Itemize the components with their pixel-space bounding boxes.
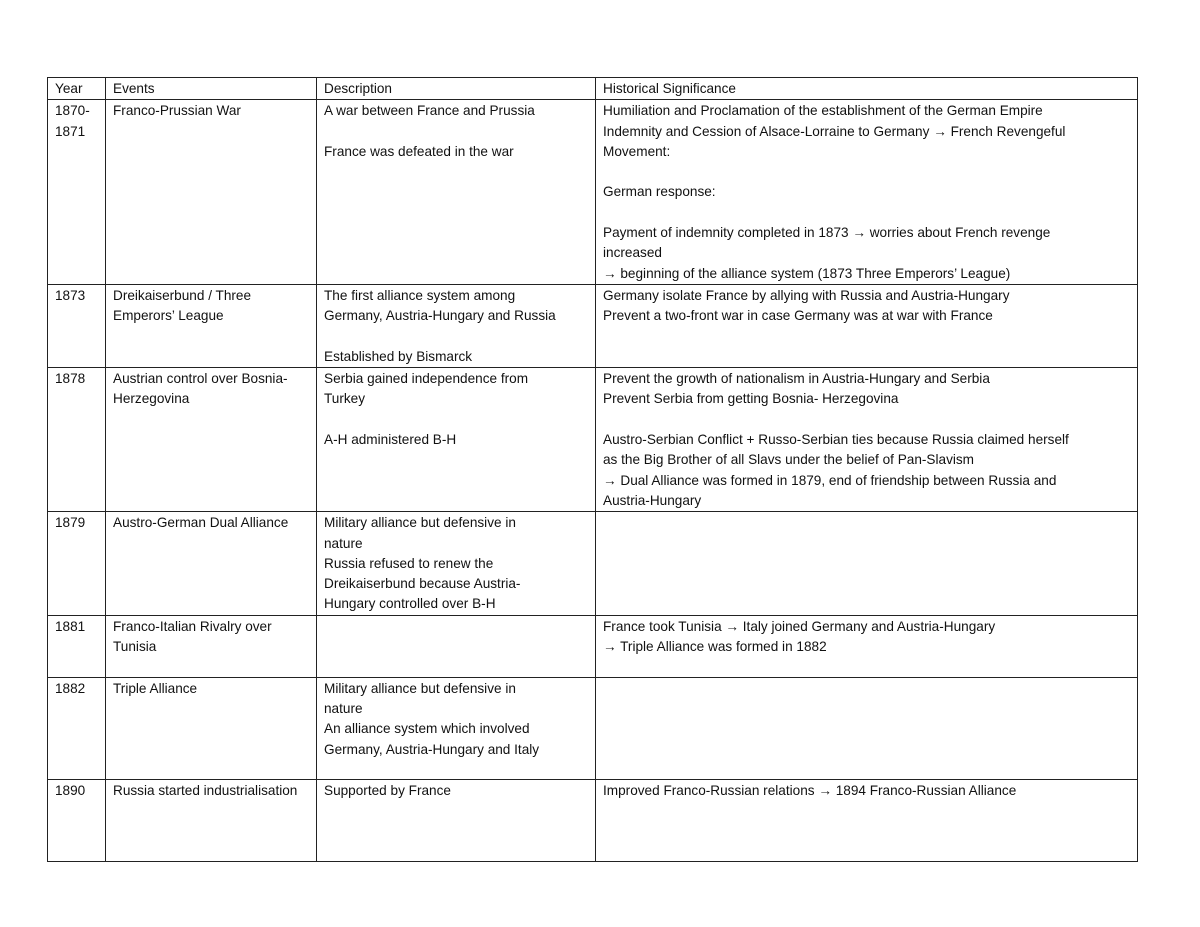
- year-cell: 1879: [48, 512, 106, 615]
- event-cell: Franco-Prussian War: [106, 100, 317, 285]
- event-cell: Triple Alliance: [106, 677, 317, 779]
- event-cell: Austro-German Dual Alliance: [106, 512, 317, 615]
- table-row: [48, 284, 1138, 367]
- header-significance: Historical Significance: [596, 78, 1138, 100]
- significance-cell: Humiliation and Proclamation of the establishment of the German Empire Indemnity and Cession of Alsace-Lorraine to Germany → French Revengeful Movement: German response: Payment of indemnity completed in 1873 → worries about French revenge increased → beginning of the alliance system (1873 Three Emperors’ League): [596, 100, 1138, 285]
- table-row: [48, 779, 1138, 861]
- significance-cell: [596, 512, 1138, 615]
- significance-cell: France took Tunisia → Italy joined Germany and Austria-Hungary → Triple Alliance was formed in 1882: [596, 615, 1138, 677]
- year-cell: 1878: [48, 368, 106, 512]
- year-cell: 1870-1871: [48, 100, 106, 285]
- description-cell: Serbia gained independence from Turkey A-H administered B-H: [317, 368, 596, 512]
- significance-cell: Prevent the growth of nationalism in Austria-Hungary and Serbia Prevent Serbia from getting Bosnia- Herzegovina Austro-Serbian Conflict + Russo-Serbian ties because Russia claimed herself as the Big Brother of all Slavs under the belief of Pan-Slavism → Dual Alliance was formed in 1879, end of friendship between Russia and Austria-Hungary: [596, 368, 1138, 512]
- description-cell: A war between France and Prussia France was defeated in the war: [317, 100, 596, 285]
- event-cell: Austrian control over Bosnia-Herzegovina: [106, 368, 317, 512]
- event-cell: Franco-Italian Rivalry over Tunisia: [106, 615, 317, 677]
- table-row: [48, 615, 1138, 677]
- year-cell: 1890: [48, 779, 106, 861]
- header-year: Year: [48, 78, 106, 100]
- table-row: [48, 677, 1138, 779]
- description-cell: Supported by France: [317, 779, 596, 861]
- significance-cell: [596, 677, 1138, 779]
- table-row: [48, 100, 1138, 285]
- table-row: [48, 512, 1138, 615]
- description-cell: Military alliance but defensive in nature Russia refused to renew the Dreikaiserbund because Austria- Hungary controlled over B-H: [317, 512, 596, 615]
- header-events: Events: [106, 78, 317, 100]
- document-page: [47, 77, 1137, 862]
- description-cell: [317, 615, 596, 677]
- year-cell: 1882: [48, 677, 106, 779]
- description-cell: The first alliance system among Germany, Austria-Hungary and Russia Established by Bismarck: [317, 284, 596, 367]
- table-header-row: [48, 78, 1138, 100]
- description-cell: Military alliance but defensive in nature An alliance system which involved Germany, Austria-Hungary and Italy: [317, 677, 596, 779]
- event-cell: Russia started industrialisation: [106, 779, 317, 861]
- event-cell: Dreikaiserbund / Three Emperors’ League: [106, 284, 317, 367]
- significance-cell: Improved Franco-Russian relations → 1894 Franco-Russian Alliance: [596, 779, 1138, 861]
- header-description: Description: [317, 78, 596, 100]
- significance-cell: Germany isolate France by allying with Russia and Austria-Hungary Prevent a two-front war in case Germany was at war with France: [596, 284, 1138, 367]
- year-cell: 1881: [48, 615, 106, 677]
- table-row: [48, 368, 1138, 512]
- year-cell: 1873: [48, 284, 106, 367]
- history-table: [47, 77, 1138, 862]
